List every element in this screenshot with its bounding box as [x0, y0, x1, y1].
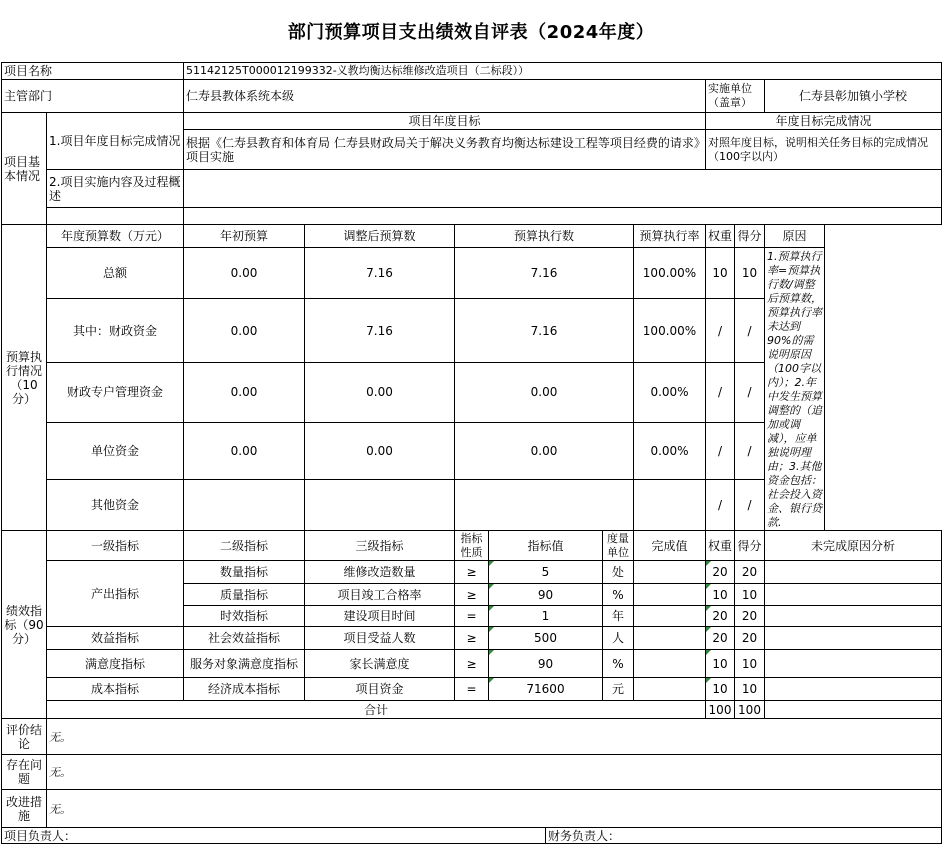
total-reason [765, 701, 942, 719]
perf-weight: 20 [706, 606, 735, 627]
budget-initial: 0.00 [184, 248, 305, 299]
perf-unit: 元 [603, 678, 634, 701]
dept-label: 主管部门 [2, 80, 184, 113]
done-column-header: 年度目标完成情况 [706, 113, 942, 130]
perf-level2: 时效指标 [184, 606, 305, 627]
budget-adjusted [305, 479, 455, 530]
perf-level2: 经济成本指标 [184, 678, 305, 701]
perf-score: 20 [735, 627, 765, 650]
perf-done [634, 650, 706, 678]
budget-executed [455, 479, 634, 530]
budget-adjusted: 7.16 [305, 248, 455, 299]
budget-score: 10 [735, 248, 765, 299]
budget-rate [634, 479, 706, 530]
perf-value: 5 [489, 561, 603, 584]
perf-level2: 服务对象满意度指标 [184, 650, 305, 678]
dept-value: 仁寿县教体系统本级 [184, 80, 706, 113]
process-text [184, 170, 942, 208]
perf-op: ≥ [455, 561, 489, 584]
budget-header: 权重 [706, 225, 735, 248]
budget-weight: / [706, 362, 735, 423]
perf-value: 90 [489, 650, 603, 678]
perf-weight: 20 [706, 561, 735, 584]
perf-done [634, 627, 706, 650]
perf-score: 10 [735, 650, 765, 678]
process-label: 2.项目实施内容及过程概述 [47, 170, 184, 208]
perf-header: 二级指标 [184, 531, 305, 561]
budget-executed: 0.00 [455, 423, 634, 479]
budget-header: 预算执行率 [634, 225, 706, 248]
perf-op: ≥ [455, 584, 489, 606]
budget-weight: / [706, 299, 735, 362]
perf-header: 度量单位 [603, 531, 634, 561]
budget-row-name: 总额 [47, 248, 184, 299]
budget-initial: 0.00 [184, 299, 305, 362]
perf-header: 指标性质 [455, 531, 489, 561]
budget-weight: 10 [706, 248, 735, 299]
perf-value: 1 [489, 606, 603, 627]
perf-level1: 效益指标 [47, 627, 184, 650]
perf-header: 权重 [706, 531, 735, 561]
project-name-label: 项目名称 [2, 63, 184, 80]
goal-text: 根据《仁寿县教育和体育局 仁寿县财政局关于解决义务教育均衡达标建设工程等项目经费的请求》项目实施 [184, 130, 706, 170]
perf-value: 71600 [489, 678, 603, 701]
budget-weight: / [706, 423, 735, 479]
budget-rate: 100.00% [634, 248, 706, 299]
total-label: 合计 [47, 701, 706, 719]
perf-weight: 10 [706, 650, 735, 678]
perf-level3: 项目受益人数 [305, 627, 455, 650]
perf-score: 10 [735, 584, 765, 606]
budget-executed: 7.16 [455, 299, 634, 362]
budget-adjusted: 0.00 [305, 423, 455, 479]
budget-header: 原因 [765, 225, 825, 248]
perf-header: 指标值 [489, 531, 603, 561]
perf-header: 完成值 [634, 531, 706, 561]
perf-unit: 人 [603, 627, 634, 650]
perf-weight: 10 [706, 678, 735, 701]
budget-initial: 0.00 [184, 362, 305, 423]
budget-score: / [735, 423, 765, 479]
perf-done [634, 606, 706, 627]
perf-op: ≥ [455, 627, 489, 650]
perf-level3: 家长满意度 [305, 650, 455, 678]
budget-score: / [735, 362, 765, 423]
perf-weight: 10 [706, 584, 735, 606]
perf-op: = [455, 606, 489, 627]
budget-adjusted: 0.00 [305, 362, 455, 423]
budget-initial: 0.00 [184, 423, 305, 479]
goal-column-header: 项目年度目标 [184, 113, 706, 130]
budget-adjusted: 7.16 [305, 299, 455, 362]
perf-reason [765, 678, 942, 701]
conclusion-text: 无。 [47, 719, 942, 755]
perf-unit: % [603, 584, 634, 606]
budget-header: 得分 [735, 225, 765, 248]
total-weight: 100 [706, 701, 735, 719]
perf-header: 得分 [735, 531, 765, 561]
impl-unit-value: 仁寿县彰加镇小学校 [765, 80, 942, 113]
perf-header: 一级指标 [47, 531, 184, 561]
impl-unit-label: 实施单位（盖章） [706, 80, 765, 113]
perf-score: 10 [735, 678, 765, 701]
total-score: 100 [735, 701, 765, 719]
perf-done [634, 678, 706, 701]
perf-level1: 满意度指标 [47, 650, 184, 678]
page-title: 部门预算项目支出绩效自评表（2024年度） [287, 22, 655, 43]
budget-rate: 0.00% [634, 423, 706, 479]
done-text: 对照年度目标，说明相关任务目标的完成情况（100字以内） [706, 130, 942, 170]
perf-done [634, 584, 706, 606]
budget-header: 调整后预算数 [305, 225, 455, 248]
basic-section-label: 项目基本情况 [2, 113, 47, 225]
perf-value: 500 [489, 627, 603, 650]
perf-section-label: 绩效指标（90分） [2, 531, 47, 719]
perf-level2: 社会效益指标 [184, 627, 305, 650]
budget-initial [184, 479, 305, 530]
perf-unit: 年 [603, 606, 634, 627]
conclusion-label: 评价结论 [2, 719, 47, 755]
basic-spacer-a [47, 208, 184, 225]
perf-done [634, 561, 706, 584]
budget-row-name: 其他资金 [47, 479, 184, 530]
budget-row-name: 单位资金 [47, 423, 184, 479]
budget-executed: 7.16 [455, 248, 634, 299]
perf-reason [765, 584, 942, 606]
budget-header: 年度预算数（万元） [47, 225, 184, 248]
project-leader-label: 项目负责人： [2, 828, 546, 844]
perf-header: 三级指标 [305, 531, 455, 561]
perf-reason [765, 606, 942, 627]
perf-unit: % [603, 650, 634, 678]
perf-level2: 质量指标 [184, 584, 305, 606]
perf-level2: 数量指标 [184, 561, 305, 584]
perf-level1: 产出指标 [47, 561, 184, 627]
basic-spacer-b [184, 208, 942, 225]
budget-score: / [735, 299, 765, 362]
perf-level3: 项目竣工合格率 [305, 584, 455, 606]
budget-rate: 100.00% [634, 299, 706, 362]
issues-text: 无。 [47, 755, 942, 790]
perf-level3: 维修改造数量 [305, 561, 455, 584]
perf-reason [765, 650, 942, 678]
budget-executed: 0.00 [455, 362, 634, 423]
budget-score: / [735, 479, 765, 530]
budget-reason: 1.预算执行率=预算执行数/调整后预算数，预算执行率未达到90%的需说明原因（100字以内）；2.年中发生预算调整的（追加或调减），应单独说明理由；3.其他资金包括：社会投入资金、银行贷款. [765, 248, 825, 531]
budget-row-name: 其中：财政资金 [47, 299, 184, 362]
issues-label: 存在问题 [2, 755, 47, 790]
perf-op: = [455, 678, 489, 701]
evaluation-table [1, 62, 942, 844]
perf-unit: 处 [603, 561, 634, 584]
perf-level1: 成本指标 [47, 678, 184, 701]
perf-level3: 建设项目时间 [305, 606, 455, 627]
perf-weight: 20 [706, 627, 735, 650]
perf-op: ≥ [455, 650, 489, 678]
goal-label: 1.项目年度目标完成情况 [47, 113, 184, 170]
improve-text: 无。 [47, 790, 942, 828]
improve-label: 改进措施 [2, 790, 47, 828]
perf-score: 20 [735, 561, 765, 584]
project-name-value: 51142125T000012199332-义教均衡达标维修改造项目（二标段）） [184, 63, 942, 80]
perf-score: 20 [735, 606, 765, 627]
budget-header: 预算执行数 [455, 225, 634, 248]
perf-value: 90 [489, 584, 603, 606]
perf-reason [765, 627, 942, 650]
perf-level3: 项目资金 [305, 678, 455, 701]
perf-reason [765, 561, 942, 584]
budget-header: 年初预算 [184, 225, 305, 248]
finance-leader-label: 财务负责人： [546, 828, 942, 844]
budget-section-label: 预算执行情况（10分） [2, 225, 47, 531]
budget-weight: / [706, 479, 735, 530]
budget-row-name: 财政专户管理资金 [47, 362, 184, 423]
perf-header: 未完成原因分析 [765, 531, 942, 561]
budget-rate: 0.00% [634, 362, 706, 423]
